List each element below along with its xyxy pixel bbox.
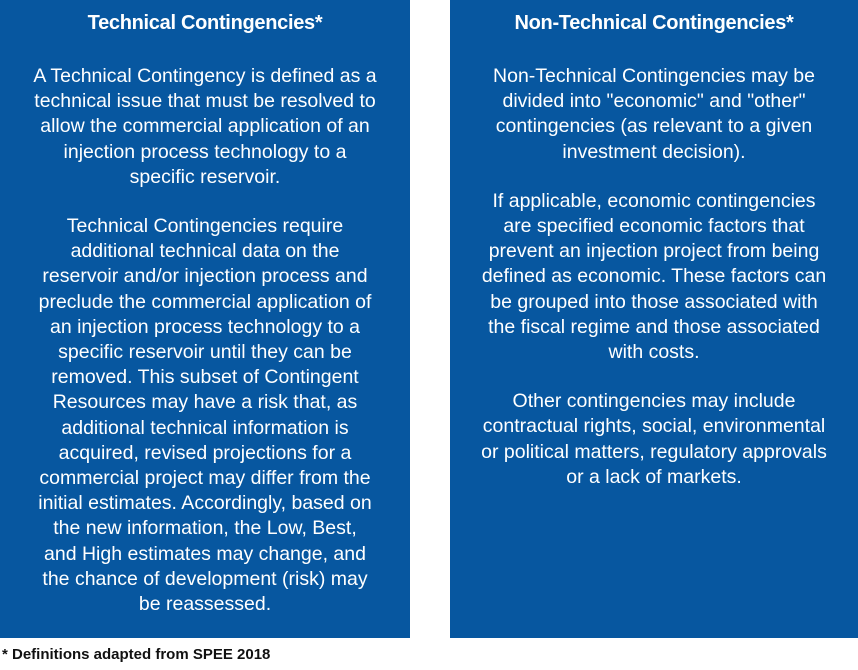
non-technical-contingencies-title: Non-Technical Contingencies* — [514, 12, 794, 34]
non-technical-contingency-definition: Non-Technical Contingencies may be divided into "economic" and "other" contingencies (as relevant to a given investment decision). — [493, 65, 815, 163]
technical-contingencies-title: Technical Contingencies* — [87, 12, 323, 34]
economic-contingencies-description: If applicable, economic contingencies are specified economic factors that prevent an injection project from being defined as economic. These factors can be grouped into those associated with the fiscal regime and those associated with costs. — [481, 189, 827, 364]
technical-contingencies-panel — [0, 0, 410, 638]
other-contingencies-description: Other contingencies may include contractual rights, social, environmental or political matters, regulatory approvals or a lack of markets. — [481, 390, 827, 488]
non-technical-contingencies-panel — [450, 0, 858, 638]
technical-contingency-details: Technical Contingencies require additional technical data on the reservoir and/or injection process and preclude the commercial application of an injection process technology to a specific reservoir until they can be removed. This subset of Contingent Resources may have a risk that, as additional technical information is acquired, revised projections for a commercial project may differ from the initial estimates. Accordingly, based on the new information, the Low, Best, and High estimates may change, and the chance of development (risk) may be reassessed. — [38, 215, 372, 616]
definitions-footnote: * Definitions adapted from SPEE 2018 — [2, 646, 271, 663]
technical-contingency-definition: A Technical Contingency is defined as a technical issue that must be resolved to allow the commercial application of an injection process technology to a specific reservoir. — [33, 65, 377, 188]
